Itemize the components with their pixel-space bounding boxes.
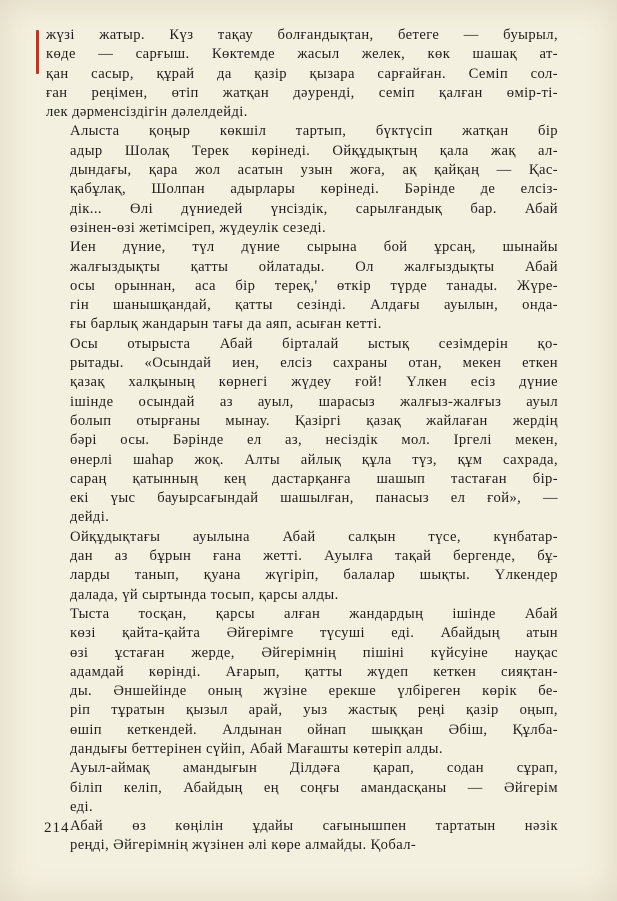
- text-line: осы орыннан, аса бір тереқ,' өткір түрде танады. Жүре-: [70, 277, 558, 294]
- text-line: жалғыздықты қатты ойлатады. Ол жалғыздықты Абай: [70, 258, 558, 275]
- text-line: өзі ұстаған жерде, Әйгерімнің пішіні күйсуіне науқас: [70, 644, 558, 661]
- paragraph: [46, 238, 558, 334]
- body-text: [46, 26, 558, 856]
- paragraph: [46, 817, 558, 856]
- text-line: далада, үй сыртында тосып, қарсы алды.: [70, 586, 339, 603]
- text-line: болып отырғаны мынау. Қазіргі қазақ жайлаған жердің: [70, 412, 558, 429]
- text-line: реңді, Әйгерімнің жүзінен әлі көре алмайды. Қобал-: [70, 837, 417, 854]
- text-line: екі үыс бауырсағындай шашылған, панасыз ел ғой», —: [70, 490, 558, 507]
- text-line: Ауыл-аймақ амандығын Ділдәға қарап, содан сұрап,: [70, 760, 558, 777]
- text-line: көзі қайта-қайта Әйгерімге түсуші еді. Абайдың атын: [70, 625, 558, 642]
- text-line: адыр Шолақ Терек көрінеді. Ойқұдықтың қала жақ ал-: [70, 142, 558, 159]
- paragraph: [46, 122, 558, 238]
- text-line: Тыста тосқан, қарсы алған жандардың ішінде Абай: [70, 605, 558, 622]
- text-line: өзінен-өзі жетімсіреп, жүдеулік сезеді.: [70, 219, 327, 236]
- paragraph: [46, 759, 558, 817]
- page-number: 214: [44, 820, 70, 836]
- text-line: дындағы, қара жол асатын узын жоға, ақ қайқаң — Қас-: [70, 162, 558, 179]
- text-line: Абай өз көңілін ұдайы сағынышпен тартатын нәзік: [70, 818, 558, 835]
- text-line: қан сасыр, құрай да қазір қызара сарғайған. Семіп сол-: [46, 65, 558, 82]
- paragraph: [46, 335, 558, 528]
- text-line: біліп келіп, Абайдың ең соңғы амандасқаны — Әйгерім: [70, 779, 558, 796]
- text-line: ғы барлық жандарын тағы да аяп, асыған кетті.: [70, 316, 382, 333]
- paragraph: [46, 605, 558, 759]
- text-line: қазақ халқының көрнегі жүдеу ғой! Үлкен есіз дүние: [70, 374, 558, 391]
- text-line: ған реңімен, өтіп жатқан дәуренді, семіп қалған өмір-ті-: [46, 84, 558, 101]
- text-line: бәрі осы. Бәрінде ел аз, несіздік мол. Іргелі мекен,: [70, 432, 558, 449]
- text-line: Алыста қоңыр көкшіл тартып, бүктүсіп жатқан бір: [70, 123, 558, 140]
- text-line: дан аз бұрын ғана жетті. Ауылға тақай бергенде, бұ-: [70, 548, 558, 565]
- paragraph: [46, 26, 558, 122]
- margin-mark: [36, 30, 39, 74]
- text-line: Ойқұдықтағы ауылына Абай салқын түсе, күнбатар-: [70, 528, 558, 545]
- text-line: ріп тұратын қызыл арай, уыз жастық реңі қазір оңып,: [70, 702, 558, 719]
- text-line: Осы отырыста Абай бірталай ыстық сезімдерін қо-: [70, 335, 558, 352]
- text-line: ды. Әншейінде оның жүзіне ерекше үлбіреген көрік бе-: [70, 683, 558, 700]
- text-line: рытады. «Осындай иен, елсіз сахраны отан, мекен еткен: [70, 355, 558, 372]
- text-line: лек дәрменсіздігін дәлелдейді.: [46, 104, 248, 121]
- text-line: дік... Өлі дүниедей үнсіздік, сарылғандық бар. Абай: [70, 200, 558, 217]
- text-line: ішінде осындай аз ауыл, шарасыз жалғыз-жалғыз ауыл: [70, 393, 558, 410]
- text-line: өнерлі шаһар жоқ. Алты айлық құла түз, құм сахрада,: [70, 451, 558, 468]
- paragraph: [46, 528, 558, 605]
- text-line: адамдай көрінді. Ағарып, қатты жүдеп кеткен сияқтан-: [70, 663, 558, 680]
- text-line: өшіп кеткендей. Алдынан ойнап шыққан Әбіш, Құлба-: [70, 721, 558, 738]
- text-line: гін шанышқандай, қатты сезінді. Алдағы ауылын, онда-: [70, 297, 558, 314]
- text-line: көде — сарғыш. Көктемде жасыл желек, көк шашақ ат-: [46, 46, 558, 63]
- text-line: қабұлақ, Шолпан адырлары көрінеді. Бәрінде де елсіз-: [70, 181, 558, 198]
- text-line: ларды танып, қуана жүгіріп, балалар шықты. Үлкендер: [70, 567, 558, 584]
- text-line: дейді.: [70, 509, 110, 526]
- text-line: Иен дүние, түл дүние сырына бой ұрсаң, шынайы: [70, 239, 558, 256]
- text-line: дандығы беттерінен сүйіп, Абай Мағашты көтеріп алды.: [70, 740, 443, 757]
- text-line: жүзі жатыр. Күз тақау болғандықтан, бетеге — буырыл,: [46, 27, 558, 43]
- text-line: сараң қатынның кең дастарқанға шашып тастаған бір-: [70, 470, 558, 487]
- text-line: еді.: [70, 798, 94, 815]
